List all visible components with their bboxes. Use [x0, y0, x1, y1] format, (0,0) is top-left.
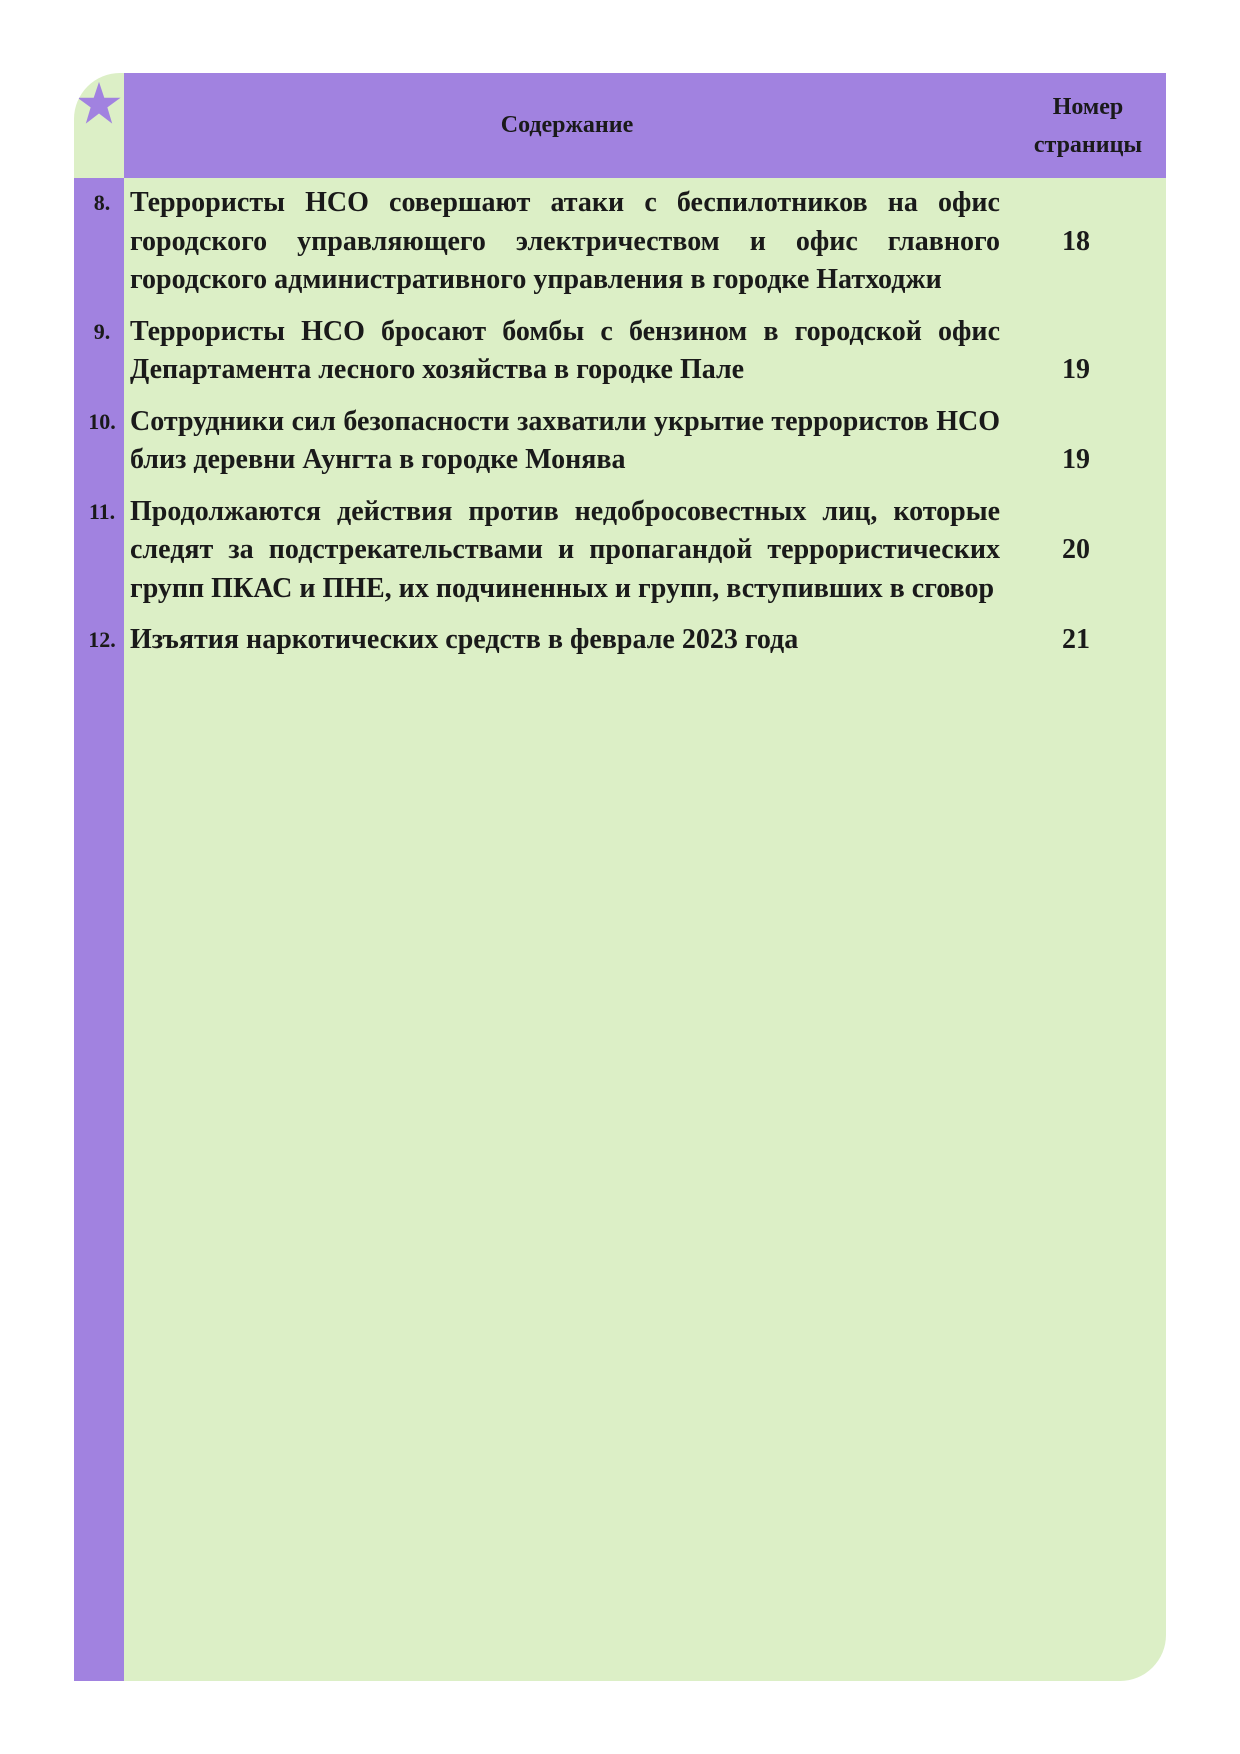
toc-entry[interactable]: [74, 403, 1166, 480]
toc-entry[interactable]: [74, 621, 1166, 660]
contents-panel: [74, 73, 1166, 1681]
entry-page-value: 19: [1062, 354, 1090, 385]
entry-title: Террористы НСО бросают бомбы с бензином в городской офис Департамента лесного хозяйства в городке Пале: [130, 315, 1000, 385]
entry-title: Продолжаются действия против недобросовестных лиц, которые следят за подстрекательствами и пропагандой террористических групп ПКАС и ПНЕ, их подчиненных и групп, вступивших в сговор: [130, 495, 1000, 604]
toc-entry[interactable]: [74, 313, 1166, 390]
entry-title: Террористы НСО совершают атаки с беспилотников на офис городского управляющего электричеством и офис главного городского административного управления в городке Натходжи: [130, 187, 1000, 295]
toc-entry[interactable]: [74, 493, 1166, 609]
page-number-heading-line1: Номер: [1052, 93, 1124, 120]
star-icon: [77, 81, 121, 125]
page-number-heading-line2: страницы: [1033, 131, 1143, 158]
entry-number: 8.: [93, 190, 111, 215]
entry-page-number: [1000, 313, 1166, 390]
entry-number: 9.: [93, 318, 111, 344]
entry-page-value: 21: [1062, 624, 1090, 655]
entry-number: 10.: [88, 408, 116, 434]
toc-entry[interactable]: [74, 184, 1166, 300]
contents-title: Содержание: [500, 112, 634, 138]
page-number-heading: [1010, 73, 1166, 178]
entry-page-number: [1000, 493, 1166, 609]
entry-page-number: [1000, 403, 1166, 480]
toc-entries: [74, 178, 1166, 673]
entry-page-number: [1000, 184, 1166, 300]
entry-page-number: [1000, 621, 1166, 660]
entry-title: Сотрудники сил безопасности захватили укрытие террористов НСО близ деревни Аунгта в городке Монява: [130, 405, 1000, 475]
entry-number: 12.: [88, 627, 116, 652]
entry-page-value: 18: [1062, 225, 1090, 257]
entry-title: Изъятия наркотических средств в феврале 2023 года: [130, 624, 799, 655]
entry-page-value: 20: [1062, 534, 1090, 565]
entry-page-value: 19: [1062, 444, 1090, 475]
entry-number: 11.: [88, 498, 116, 524]
